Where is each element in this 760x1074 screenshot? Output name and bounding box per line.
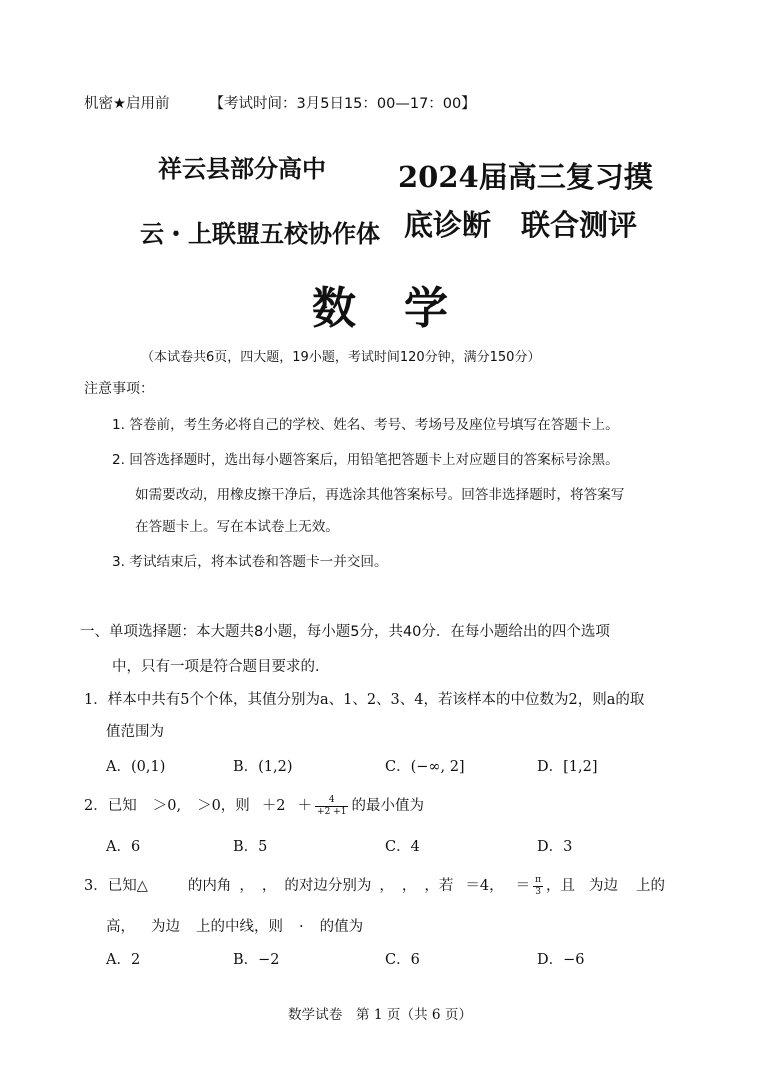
question-1-option-b: B．(1,2) <box>233 759 293 775</box>
q2-fraction-denominator: +2 +1 <box>317 806 347 817</box>
header-line <box>84 92 476 113</box>
question-3-stem <box>84 874 665 898</box>
q3-text-c: ， <box>239 878 254 894</box>
exam-title-part-b: 联合测评 <box>521 208 638 242</box>
q3-text-o: 为边 <box>151 919 180 935</box>
section-heading-cont: 中，只有一项是符合题目要求的． <box>112 659 330 675</box>
exam-title-line1: 2024届高三复习摸 <box>398 160 653 194</box>
question-2-option-b: B．5 <box>233 839 268 855</box>
question-2-option-c: C．4 <box>385 839 420 855</box>
question-1-stem-cont: 值范围为 <box>106 724 164 740</box>
exam-title-line2 <box>404 203 637 244</box>
q2-text-e: ＋ <box>297 798 313 814</box>
question-1-stem: 1．样本中共有5个个体，其值分别为a、1、2、3、4，若该样本的中位数为2，则a的取 <box>84 692 645 708</box>
question-3-stem-cont <box>106 915 363 936</box>
question-2-option-a: A．6 <box>106 839 141 855</box>
q2-text-f: 的最小值为 <box>351 798 424 814</box>
q3-text-k: ，且 <box>546 878 576 894</box>
q3-text-n: 高， <box>106 919 135 935</box>
exam-time: 【考试时间：3月5日15：00—17：00】 <box>209 96 476 112</box>
q3-text-p: 上的中线，则 <box>196 919 283 935</box>
note-item-3: 3. 考试结束后，将本试卷和答题卡一并交回。 <box>112 554 388 570</box>
q2-text-a: 2．已知 <box>84 798 137 814</box>
note-item-2-cont: 如需要改动，用橡皮擦干净后，再选涂其他答案标号。回答非选择题时，将答案写 <box>135 487 625 503</box>
question-3-option-b: B．−2 <box>233 952 280 968</box>
question-1-option-a: A．(0,1) <box>106 759 166 775</box>
q2-fraction-numerator: 4 <box>315 795 348 807</box>
q2-text-d: ＋2 <box>261 798 286 814</box>
organizer-line1: 祥云县部分高中 <box>158 154 326 183</box>
subject-title: 数学 <box>312 283 496 334</box>
question-3-option-d: D．−6 <box>537 952 585 968</box>
page-footer: 数学试卷 第 1 页（共 6 页） <box>287 1007 473 1023</box>
q3-text-b: 的内角 <box>187 878 232 894</box>
note-item-2: 2. 回答选择题时，选出每小题答案后，用铅笔把答题卡上对应题目的答案标号涂黑。 <box>112 452 619 468</box>
notes-title: 注意事项： <box>84 381 154 397</box>
q3-text-i: ＝4， <box>465 878 504 894</box>
question-2-option-d: D．3 <box>537 839 573 855</box>
exam-title-part-a: 底诊断 <box>404 208 492 242</box>
q2-text-c: ＞0，则 <box>197 798 250 814</box>
question-3-option-c: C．6 <box>385 952 420 968</box>
confidential-label: 机密★启用前 <box>84 96 170 112</box>
question-1-option-c: C．(−∞, 2] <box>385 759 465 775</box>
q3-text-r: 的值为 <box>319 919 364 935</box>
question-2-stem <box>84 794 424 818</box>
q3-text-a: 3．已知△ <box>84 878 148 894</box>
q3-text-f: ， <box>379 878 394 894</box>
q2-text-b: ＞0, <box>152 798 182 814</box>
note-item-1: 1. 答卷前，考生务必将自己的学校、姓名、考号、考场号及座位号填写在答题卡上。 <box>112 417 619 433</box>
question-1-option-d: D．[1,2] <box>537 759 598 775</box>
q3-fraction <box>533 875 543 898</box>
note-item-2-cont2: 在答题卡上。写在本试卷上无效。 <box>135 519 339 535</box>
q3-fraction-numerator: π <box>535 874 542 885</box>
q3-text-d: ， <box>261 878 277 894</box>
q3-text-j: ＝ <box>515 878 531 894</box>
section-heading: 一、单项选择题：本大题共8小题，每小题5分，共40分．在每小题给出的四个选项 <box>80 624 610 640</box>
q3-text-h: ，若 <box>424 878 454 894</box>
q3-text-g: ， <box>401 878 417 894</box>
q3-text-e: 的对边分别为 <box>284 878 372 894</box>
q3-text-m: 上的 <box>636 878 666 894</box>
q2-fraction <box>315 795 348 818</box>
question-3-option-a: A．2 <box>106 952 141 968</box>
exam-info: （本试卷共6页，四大题，19小题，考试时间120分钟，满分150分） <box>141 350 541 365</box>
q3-text-q: · <box>299 919 304 935</box>
organizer-line2: 云・上联盟五校协作体 <box>140 219 380 248</box>
q3-text-l: 为边 <box>589 878 619 894</box>
q3-fraction-denominator: 3 <box>535 886 541 897</box>
